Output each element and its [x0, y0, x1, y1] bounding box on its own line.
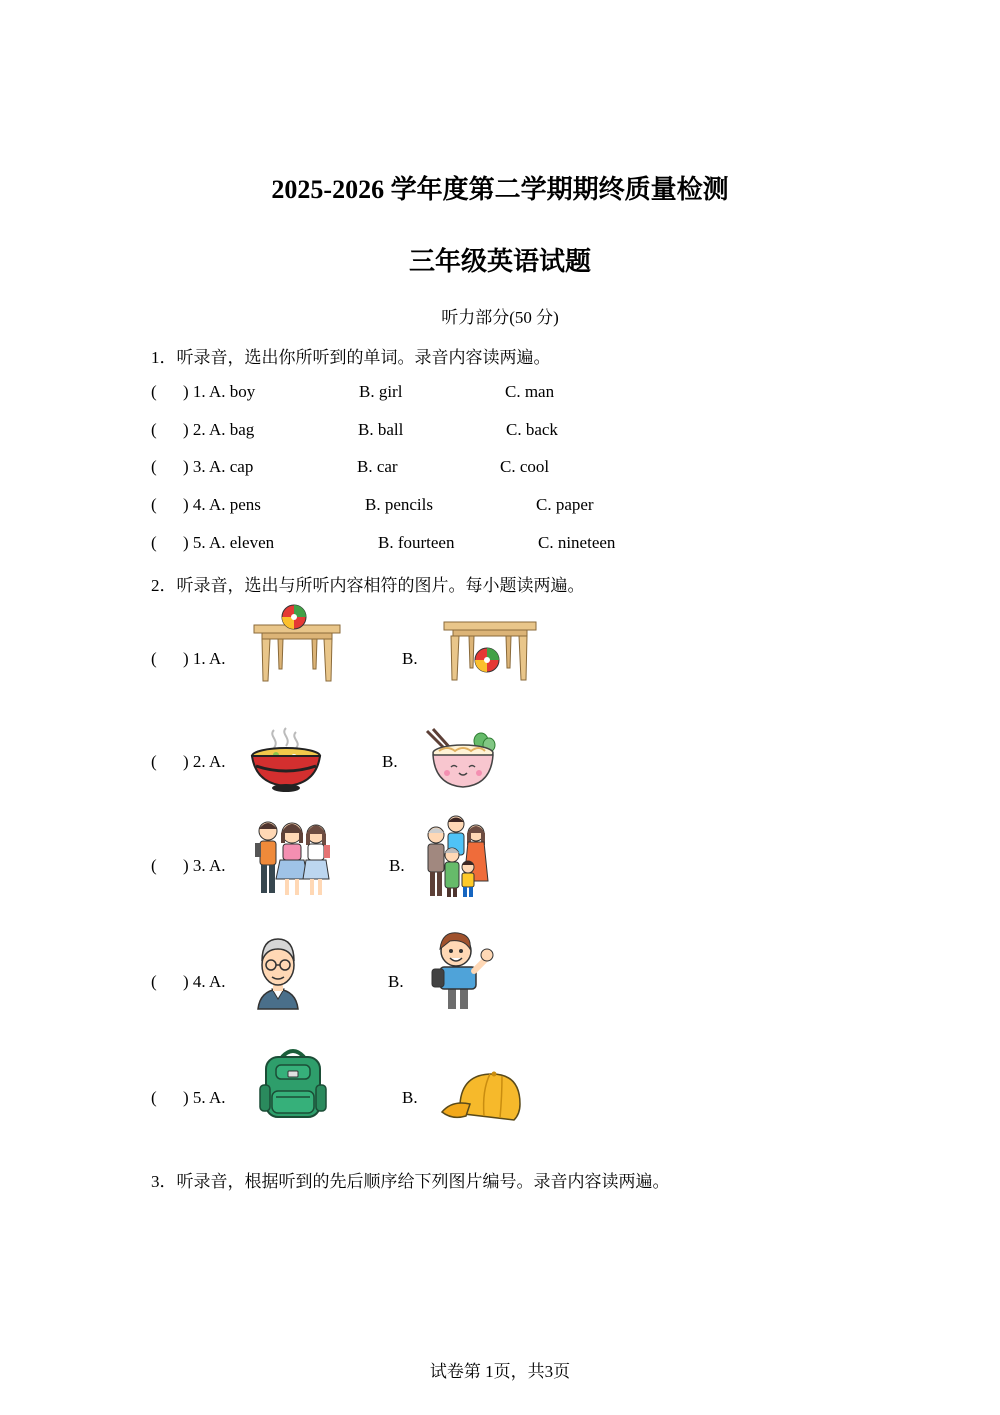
- q2-item-5-paren: (: [151, 1088, 157, 1107]
- q2-item-3-paren: (: [151, 856, 157, 875]
- q3-heading: 3．听录音，根据听到的先后顺序给下列图片编号。录音内容读两遍。: [151, 1172, 670, 1191]
- q2-item-1-paren: (: [151, 649, 157, 668]
- q2-item-1-option-a: ) 1. A.: [183, 649, 226, 668]
- q1-item-1-option-c: C. man: [505, 382, 555, 401]
- q1-item-1-paren: (: [151, 382, 157, 401]
- q1-item-4-option-c: C. paper: [536, 495, 594, 514]
- q2-item-2-option-b: B.: [382, 752, 398, 771]
- boy-with-schoolbag-picture: [428, 929, 496, 1013]
- q1-item-5-paren: (: [151, 533, 157, 552]
- q1-item-5-option-b: B. fourteen: [378, 533, 455, 552]
- section-title: 听力部分(50 分): [441, 308, 559, 327]
- three-friends-picture: [252, 817, 332, 899]
- q2-item-3-option-a: ) 3. A.: [183, 856, 226, 875]
- q1-item-4-paren: (: [151, 495, 157, 514]
- q2-item-3-option-b: B.: [389, 856, 405, 875]
- q1-item-4-option-b: B. pencils: [365, 495, 433, 514]
- q1-item-5-option-a: ) 5. A. eleven: [183, 533, 275, 552]
- q2-item-4-option-b: B.: [388, 972, 404, 991]
- q1-item-1-option-b: B. girl: [359, 382, 403, 401]
- page-footer: 试卷第 1页，共3页: [429, 1362, 571, 1381]
- q1-item-3-paren: (: [151, 457, 157, 476]
- q1-item-2-option-a: ) 2. A. bag: [183, 420, 255, 439]
- q1-item-2-option-b: B. ball: [358, 420, 404, 439]
- q2-item-1-option-b: B.: [402, 649, 418, 668]
- q2-item-2-option-a: ) 2. A.: [183, 752, 226, 771]
- soup-bowl-picture: [250, 726, 322, 794]
- q1-item-2-paren: (: [151, 420, 157, 439]
- ball-under-table-picture: [441, 618, 539, 684]
- exam-grade-title: 三年级英语试题: [408, 247, 591, 276]
- yellow-cap-picture: [440, 1070, 524, 1124]
- q1-item-5-option-c: C. nineteen: [538, 533, 616, 552]
- q1-item-3-option-c: C. cool: [500, 457, 550, 476]
- q1-item-1-option-a: ) 1. A. boy: [183, 382, 256, 401]
- q1-item-2-option-c: C. back: [506, 420, 558, 439]
- q2-item-4-paren: (: [151, 972, 157, 991]
- q2-heading: 2．听录音，选出与所听内容相符的图片。每小题读两遍。: [151, 576, 585, 595]
- exam-title: 2025-2026 学年度第二学期期终质量检测: [271, 175, 729, 204]
- green-backpack-picture: [256, 1047, 330, 1123]
- q2-item-2-paren: (: [151, 752, 157, 771]
- noodle-bowl-picture: [423, 727, 497, 793]
- q1-item-3-option-b: B. car: [357, 457, 398, 476]
- grandpa-picture: [252, 935, 304, 1013]
- q2-item-5-option-b: B.: [402, 1088, 418, 1107]
- q2-item-4-option-a: ) 4. A.: [183, 972, 226, 991]
- q2-item-5-option-a: ) 5. A.: [183, 1088, 226, 1107]
- q1-heading: 1．听录音，选出你所听到的单词。录音内容读两遍。: [151, 348, 551, 367]
- q1-item-4-option-a: ) 4. A. pens: [183, 495, 261, 514]
- family-picture: [424, 815, 490, 899]
- ball-on-table-picture: [250, 603, 344, 685]
- q1-item-3-option-a: ) 3. A. cap: [183, 457, 254, 476]
